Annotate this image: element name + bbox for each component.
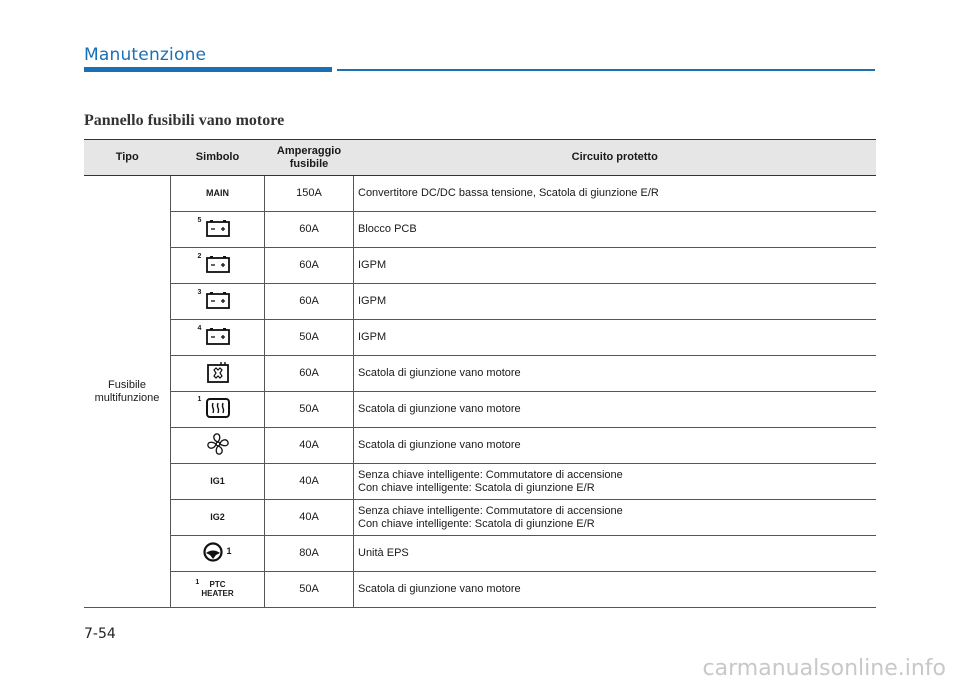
symbol-cell (171, 464, 265, 500)
symbol-index: 4 (197, 324, 202, 332)
ptc-heater-symbol (195, 578, 234, 598)
circuit-cell: Scatola di giunzione vano motore (354, 392, 877, 428)
symbol-text: IG1 (210, 476, 225, 486)
symbol-text: MAIN (206, 188, 229, 198)
page-number: 7-54 (84, 626, 116, 642)
symbol-text: IG2 (210, 512, 225, 522)
page-title: Pannello fusibili vano motore (84, 112, 285, 129)
symbol-index: 3 (197, 288, 202, 296)
battery-icon (197, 288, 230, 309)
section-header-title: Manutenzione (84, 45, 207, 65)
table-row (84, 428, 876, 464)
fan-icon (206, 432, 230, 456)
symbol-index: 1 (197, 395, 202, 403)
fuse-box-icon (206, 361, 230, 383)
symbol-text: PTC (209, 579, 226, 589)
symbol-cell (171, 176, 265, 212)
symbol-index: 1 (226, 546, 232, 556)
circuit-line: Senza chiave intelligente: Commutatore di accensione (358, 504, 623, 517)
fuse-table (84, 139, 876, 608)
circuit-cell: IGPM (354, 284, 877, 320)
circuit-line: Con chiave intelligente: Scatola di giunzione E/R (358, 517, 595, 530)
circuit-cell: Blocco PCB (354, 212, 877, 248)
table-row (84, 500, 876, 536)
circuit-cell: IGPM (354, 320, 877, 356)
battery-icon (197, 324, 230, 345)
symbol-text: HEATER (201, 588, 234, 598)
table-row (84, 212, 876, 248)
circuit-line: Senza chiave intelligente: Commutatore di accensione (358, 468, 623, 481)
table-row (84, 284, 876, 320)
table-row (84, 392, 876, 428)
amp-cell: 50A (265, 320, 354, 356)
table-header-row (84, 140, 876, 176)
amp-cell: 40A (265, 500, 354, 536)
circuit-line: Con chiave intelligente: Scatola di giunzione E/R (358, 481, 595, 494)
table-row (84, 320, 876, 356)
symbol-cell (171, 320, 265, 356)
symbol-cell (171, 284, 265, 320)
symbol-cell (171, 392, 265, 428)
amp-cell: 60A (265, 212, 354, 248)
circuit-cell (354, 464, 877, 500)
symbol-index: 2 (197, 252, 202, 260)
header-tipo: Tipo (84, 140, 171, 176)
table-row (84, 572, 876, 608)
header-circuito: Circuito protetto (354, 140, 877, 176)
symbol-cell (171, 500, 265, 536)
eps-symbol (203, 542, 231, 562)
amp-cell: 60A (265, 248, 354, 284)
amp-cell: 150A (265, 176, 354, 212)
symbol-index: 5 (197, 216, 202, 224)
header-simbolo: Simbolo (171, 140, 265, 176)
steering-wheel-icon (203, 542, 223, 562)
symbol-index: 1 (195, 578, 200, 586)
symbol-cell (171, 572, 265, 608)
symbol-cell (171, 212, 265, 248)
amp-cell: 50A (265, 392, 354, 428)
amp-cell: 60A (265, 356, 354, 392)
circuit-cell: Convertitore DC/DC bassa tensione, Scatola di giunzione E/R (354, 176, 877, 212)
header-amperaggio: Amperaggio fusibile (265, 140, 354, 176)
amp-cell: 60A (265, 284, 354, 320)
tipo-cell: Fusibile multifunzione (84, 176, 171, 608)
circuit-cell: IGPM (354, 248, 877, 284)
symbol-cell (171, 356, 265, 392)
symbol-cell (171, 248, 265, 284)
amp-cell: 40A (265, 464, 354, 500)
table-row (84, 536, 876, 572)
table-row (84, 356, 876, 392)
circuit-cell: Scatola di giunzione vano motore (354, 356, 877, 392)
amp-cell: 80A (265, 536, 354, 572)
table-row (84, 464, 876, 500)
circuit-cell: Scatola di giunzione vano motore (354, 572, 877, 608)
table-row (84, 248, 876, 284)
amp-cell: 50A (265, 572, 354, 608)
symbol-cell (171, 428, 265, 464)
header-rule-thin (337, 69, 875, 71)
rear-defroster-icon (197, 395, 230, 418)
circuit-cell (354, 500, 877, 536)
amp-cell: 40A (265, 428, 354, 464)
circuit-cell: Scatola di giunzione vano motore (354, 428, 877, 464)
header-rule-thick (84, 67, 332, 72)
watermark: carmanualsonline.info (702, 656, 946, 681)
symbol-cell (171, 536, 265, 572)
battery-icon (197, 252, 230, 273)
battery-icon (197, 216, 230, 237)
circuit-cell: Unità EPS (354, 536, 877, 572)
table-row (84, 176, 876, 212)
